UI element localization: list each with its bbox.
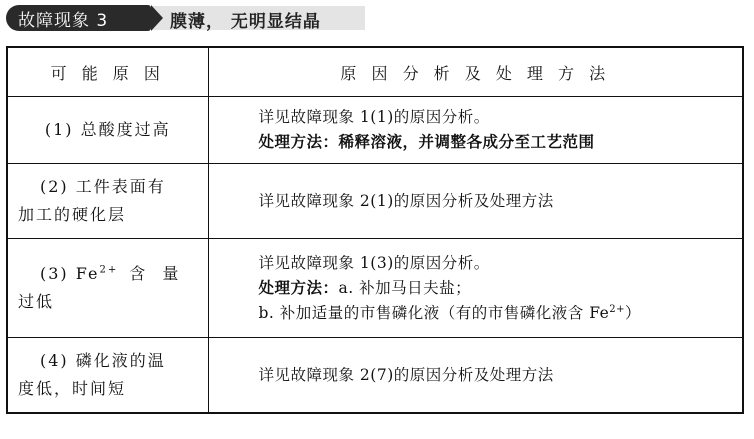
method-superscript: 2+ bbox=[609, 303, 626, 315]
analysis-text: 详见故障现象 1(3)的原因分析。 bbox=[258, 253, 490, 272]
table-row bbox=[7, 164, 743, 239]
cause-cell bbox=[7, 97, 208, 164]
table-row bbox=[7, 97, 743, 164]
cause-text: (2) 工件表面有 bbox=[40, 177, 166, 196]
method-line bbox=[259, 301, 743, 326]
cause-cell bbox=[7, 239, 208, 338]
cause-text: 含 量 bbox=[118, 264, 185, 283]
method-text: b. 补加适量的市售磷化液（有的市售磷化液含 Fe bbox=[258, 303, 610, 322]
cause-cell bbox=[7, 164, 208, 239]
cause-line bbox=[18, 260, 198, 288]
analysis-text: 详见故障现象 2(7)的原因分析及处理方法 bbox=[258, 365, 554, 384]
section-header bbox=[0, 0, 754, 36]
table-row bbox=[7, 338, 743, 414]
fault-table bbox=[6, 46, 744, 414]
method-label: 处理方法： bbox=[258, 278, 339, 297]
method-line bbox=[259, 130, 743, 155]
analysis-cell bbox=[208, 97, 743, 164]
fault-title: 膜薄， 无明显结晶 bbox=[170, 12, 321, 32]
method-text: ） bbox=[625, 303, 642, 322]
cause-text: (1) 总酸度过高 bbox=[44, 120, 171, 139]
method-label: 处理方法： bbox=[258, 133, 339, 151]
method-text: 稀释溶液，并调整各成分至工艺范围 bbox=[338, 133, 595, 151]
cause-text: (4) 磷化液的温 bbox=[40, 351, 166, 370]
method-text: a. 补加马日夫盐； bbox=[338, 278, 472, 297]
cause-text: 度低，时间短 bbox=[18, 379, 127, 398]
analysis-cell bbox=[208, 164, 743, 239]
analysis-text: 详见故障现象 1(1)的原因分析。 bbox=[258, 108, 490, 126]
cause-text: (3) Fe bbox=[40, 264, 100, 283]
method-line bbox=[259, 276, 743, 301]
fault-badge bbox=[6, 5, 151, 31]
table-row bbox=[7, 239, 743, 338]
fault-badge-label: 故障现象 3 bbox=[18, 10, 109, 31]
table-header-row bbox=[7, 47, 743, 97]
cause-superscript: 2+ bbox=[99, 264, 119, 276]
analysis-cell bbox=[208, 239, 743, 338]
col-header-analysis: 原 因 分 析 及 处 理 方 法 bbox=[208, 47, 743, 97]
analysis-text: 详见故障现象 2(1)的原因分析及处理方法 bbox=[258, 191, 554, 210]
cause-text: 加工的硬化层 bbox=[18, 205, 127, 224]
cause-text: 过低 bbox=[18, 292, 55, 311]
col-header-cause: 可 能 原 因 bbox=[7, 47, 208, 97]
analysis-cell bbox=[208, 338, 743, 414]
cause-cell bbox=[7, 338, 208, 414]
